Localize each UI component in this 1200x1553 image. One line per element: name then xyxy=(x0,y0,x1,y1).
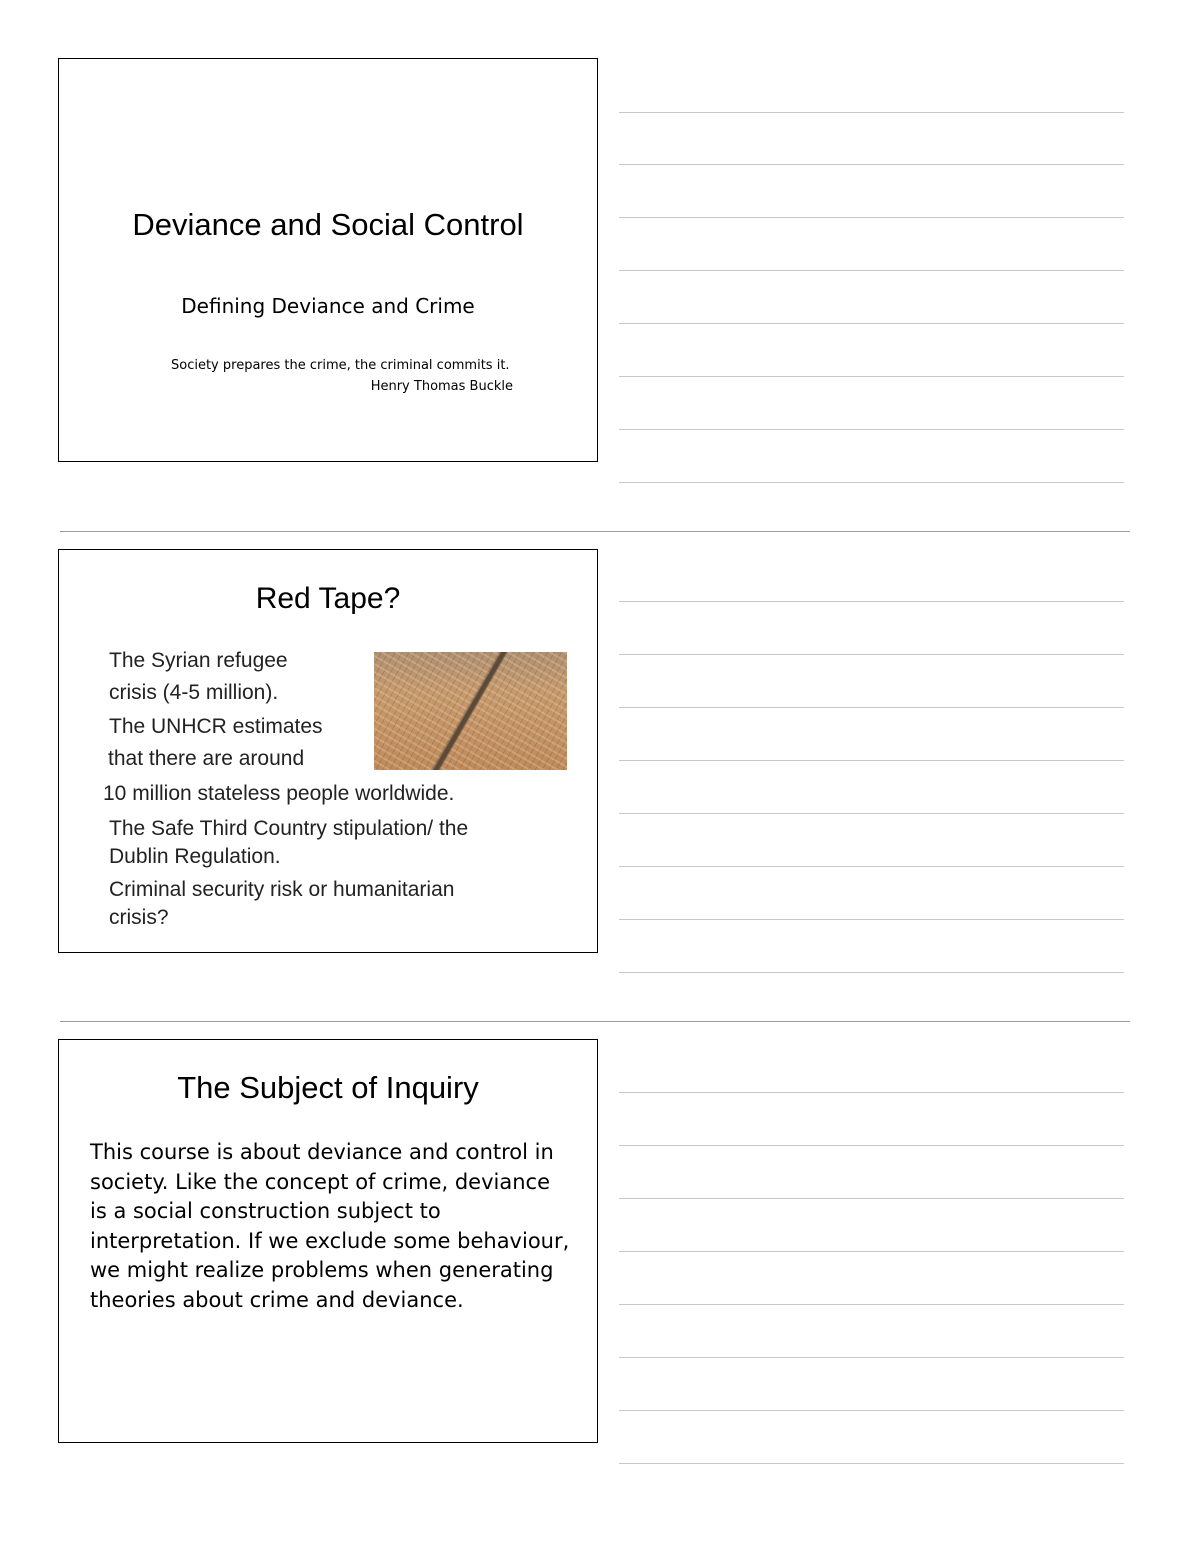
slide-1 xyxy=(58,58,598,462)
slide-2-line: 10 million stateless people worldwide. xyxy=(103,782,455,805)
slide-2-line: Criminal security risk or humanitarian xyxy=(109,878,455,901)
slide-2-line: The Syrian refugee xyxy=(109,649,288,672)
notes-line xyxy=(619,1251,1124,1252)
slide-1-quote-author: Henry Thomas Buckle xyxy=(370,379,513,394)
slide-3-body: This course is about deviance and control in society. Like the concept of crime, deviance is a social construction subject to interpretation. If we exclude some behaviour, we might realize problems when generating theories about crime and deviance. xyxy=(90,1140,570,1312)
notes-line xyxy=(619,866,1124,867)
notes-line xyxy=(619,429,1124,430)
slide-2-line: Dublin Regulation. xyxy=(109,845,281,868)
slide-2-line: The Safe Third Country stipulation/ the xyxy=(109,817,469,840)
slide-1-title: Deviance and Social Control xyxy=(132,207,524,242)
slide-2-line: crisis? xyxy=(109,906,169,929)
notes-line xyxy=(619,601,1124,602)
notes-line xyxy=(619,1463,1124,1464)
notes-line xyxy=(619,376,1124,377)
notes-line xyxy=(619,972,1124,973)
slide-3-title: The Subject of Inquiry xyxy=(177,1070,479,1105)
slide-2-line: that there are around xyxy=(108,747,305,770)
notes-line xyxy=(619,919,1124,920)
slide-3 xyxy=(58,1039,598,1443)
page-separator xyxy=(60,1021,1130,1022)
slide-2 xyxy=(58,549,598,953)
slide-2-line: crisis (4-5 million). xyxy=(109,681,279,704)
notes-line xyxy=(619,707,1124,708)
refugee-camp-aerial-photo xyxy=(374,652,567,770)
slide-1-subtitle: Defining Deviance and Crime xyxy=(181,294,475,318)
notes-line xyxy=(619,654,1124,655)
slide-2-title: Red Tape? xyxy=(255,582,401,615)
notes-line xyxy=(619,813,1124,814)
notes-line xyxy=(619,1357,1124,1358)
notes-line xyxy=(619,1410,1124,1411)
notes-line xyxy=(619,1304,1124,1305)
notes-line xyxy=(619,1198,1124,1199)
slide-1-quote: Society prepares the crime, the criminal commits it. xyxy=(171,358,510,373)
notes-line xyxy=(619,760,1124,761)
notes-line xyxy=(619,323,1124,324)
notes-line xyxy=(619,1145,1124,1146)
notes-line xyxy=(619,164,1124,165)
page-separator xyxy=(60,531,1130,532)
notes-line xyxy=(619,112,1124,113)
slide-2-line: The UNHCR estimates xyxy=(109,715,323,738)
notes-line xyxy=(619,1092,1124,1093)
notes-line xyxy=(619,482,1124,483)
notes-line xyxy=(619,217,1124,218)
notes-line xyxy=(619,270,1124,271)
